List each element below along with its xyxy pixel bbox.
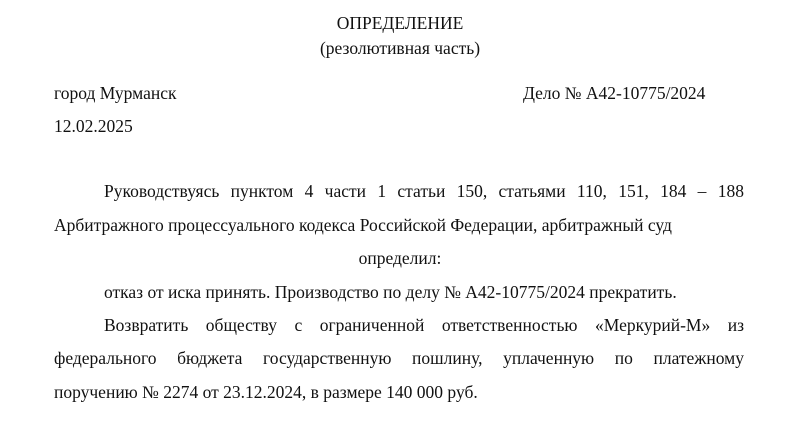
city-name: город Мурманск (54, 83, 177, 103)
ruling-word: определил: (358, 248, 442, 268)
paragraph-3-line-3: поручению № 2274 от 23.12.2024, в размере 140 000 руб. (54, 382, 478, 402)
paragraph-3-line-1: Возвратить обществу с ограниченной ответственностью «Меркурий-М» из (104, 315, 744, 335)
paragraph-3-line-2: федерального бюджета государственную пошлину, уплаченную по платежному (54, 348, 744, 368)
document-subtitle: (резолютивная часть) (319, 38, 481, 58)
document-title: ОПРЕДЕЛЕНИЕ (336, 13, 464, 33)
paragraph-1-line-1: Руководствуясь пунктом 4 части 1 статьи 150, статьями 110, 151, 184 – 188 (104, 181, 744, 201)
document-date: 12.02.2025 (54, 116, 133, 136)
paragraph-2: отказ от иска принять. Производство по делу № А42-10775/2024 прекратить. (104, 282, 677, 302)
case-number: Дело № А42-10775/2024 (523, 83, 706, 103)
paragraph-1-line-2: Арбитражного процессуального кодекса Российской Федерации, арбитражный суд (54, 215, 672, 235)
